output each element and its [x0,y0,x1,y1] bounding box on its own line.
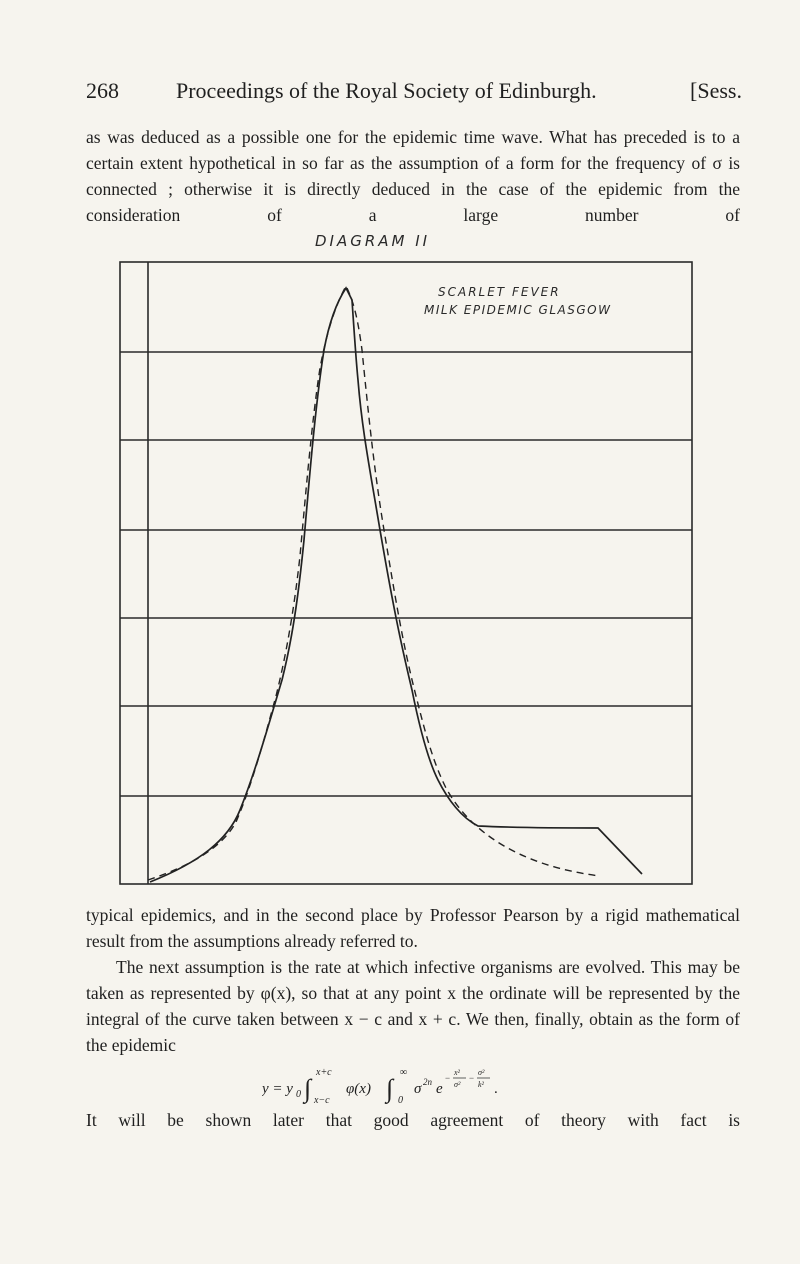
diagram-label-line1: SCARLET FEVER [438,285,561,299]
integral-sign-1: ∫ [304,1074,312,1103]
observed-curve [150,288,642,882]
paragraph-middle: typical epidemics, and in the second place by Professor Pearson by a rigid mathematical result from the assumptions already referred to. [86,905,740,951]
formula-lhs: y = y [262,1081,293,1097]
journal-title: Proceedings of the Royal Society of Edinburgh. [176,78,597,103]
diagram-frame [120,262,692,884]
exp-num-1: x² [454,1068,460,1077]
exp-den-2: k² [478,1080,484,1089]
formula-lhs-sub: 0 [296,1089,301,1100]
paragraph-next: The next assumption is the rate at which infective organisms are evolved. This may be taken as represented by φ(x), so that at any point x the ordinate will be represented by the integral of the curve taken between x − c and x + c. We then, finally, obtain as the form of the epidemic [86,957,740,1055]
integrand-2-e: e [436,1081,443,1097]
exp-minus-2: − [469,1073,475,1083]
int2-upper: ∞ [400,1067,408,1078]
integrand-1: φ(x) [346,1081,371,1097]
diagram-title: DIAGRAM II [315,232,431,250]
int1-upper: x+c [316,1067,332,1078]
formula-period: . [494,1081,498,1097]
theoretical-curve [148,286,600,880]
integrand-2-exp: 2n [423,1077,432,1087]
paragraph-top: as was deduced as a possible one for the epidemic time wave. What has preceded is to a certain extent hypothetical in so far as the assumption of a form for the frequency of σ is connected ; otherwise it is directly deduced in the case of the epidemic from the consideration of a large number of [86,127,740,225]
diagram-label-line2: MILK EPIDEMIC GLASGOW [424,303,612,317]
int2-lower: 0 [398,1095,403,1105]
int1-lower: x−c [314,1095,330,1105]
exp-den-1: σ² [454,1080,461,1089]
integrand-2-base: σ [414,1081,422,1097]
paragraph-closing: It will be shown later that good agreement of theory with fact is [86,1110,740,1130]
integral-sign-2: ∫ [386,1074,394,1103]
exp-minus-1: − [445,1073,451,1083]
exp-num-2: σ² [478,1068,485,1077]
session-marker: [Sess. [690,78,742,103]
epidemic-formula [262,1063,562,1105]
page-number: 268 [86,78,119,103]
